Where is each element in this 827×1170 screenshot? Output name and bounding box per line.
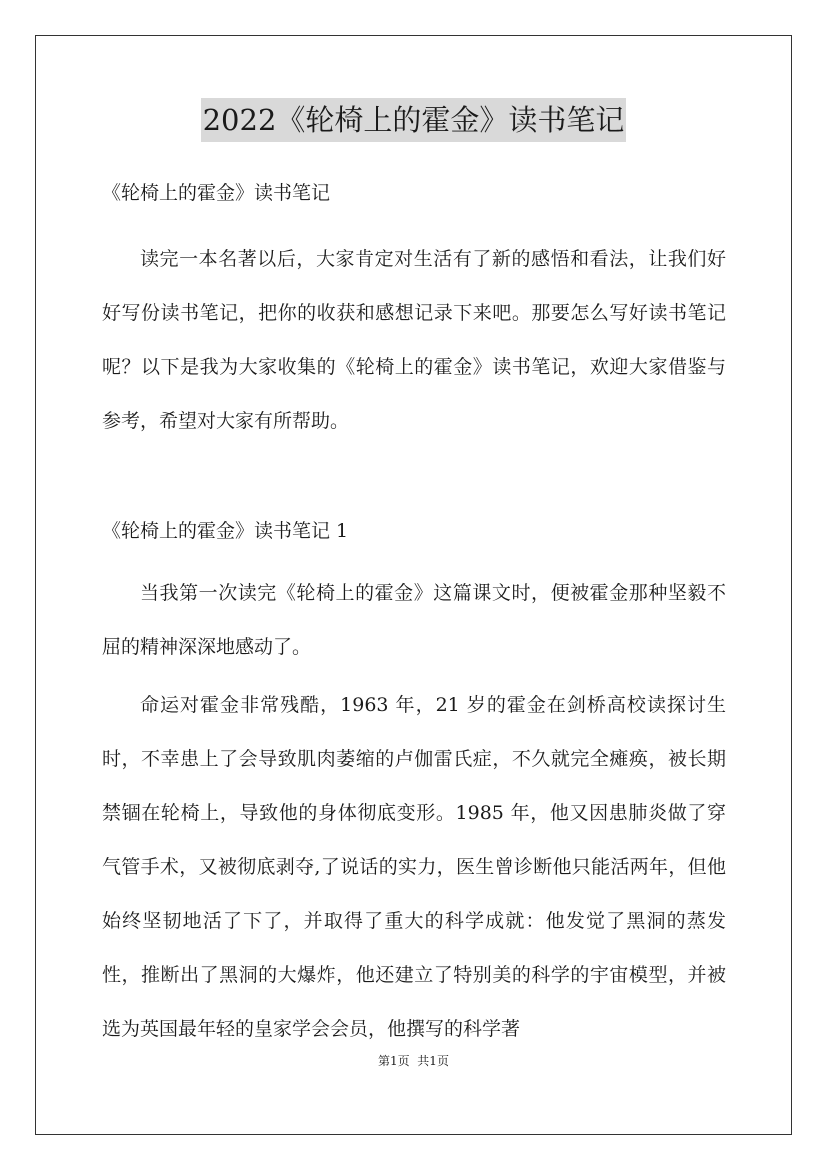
page-number-footer: 第1页 共1页 bbox=[378, 1054, 449, 1068]
intro-heading: 《轮椅上的霍金》读书笔记 bbox=[102, 182, 331, 204]
body-paragraph: 命运对霍金非常残酷，1963 年，21 岁的霍金在剑桥高校读探讨生时，不幸患上了会导致肌肉萎缩的卢伽雷氏症，不久就完全瘫痪，被长期禁锢在轮椅上，导致他的身体彻底变形。1985 年，他又因患肺炎做了穿气管手术，又被彻底剥夺,了说话的实力，医生曾诊断他只能活两年，但他始终坚韧地活了下了，并取得了重大的科学成就：他发觉了黑洞的蒸发性，推断出了黑洞的大爆炸，他还建立了特别美的科学的宇宙模型，并被选为英国最年轻的皇家学会会员，他撰写的科学著 bbox=[102, 694, 726, 1040]
body-paragraph: 当我第一次读完《轮椅上的霍金》这篇课文时，便被霍金那种坚毅不屈的精神深深地感动了。 bbox=[102, 582, 726, 658]
section-heading-1: 《轮椅上的霍金》读书笔记 1 bbox=[102, 520, 349, 542]
document-title: 2022《轮椅上的霍金》读书笔记 bbox=[201, 98, 627, 142]
title-container bbox=[0, 98, 827, 142]
intro-paragraph: 读完一本名著以后，大家肯定对生活有了新的感悟和看法，让我们好好写份读书笔记，把你的收获和感想记录下来吧。那要怎么写好读书笔记呢？以下是我为大家收集的《轮椅上的霍金》读书笔记，欢迎大家借鉴与参考，希望对大家有所帮助。 bbox=[102, 248, 726, 432]
document-body bbox=[102, 176, 726, 1056]
